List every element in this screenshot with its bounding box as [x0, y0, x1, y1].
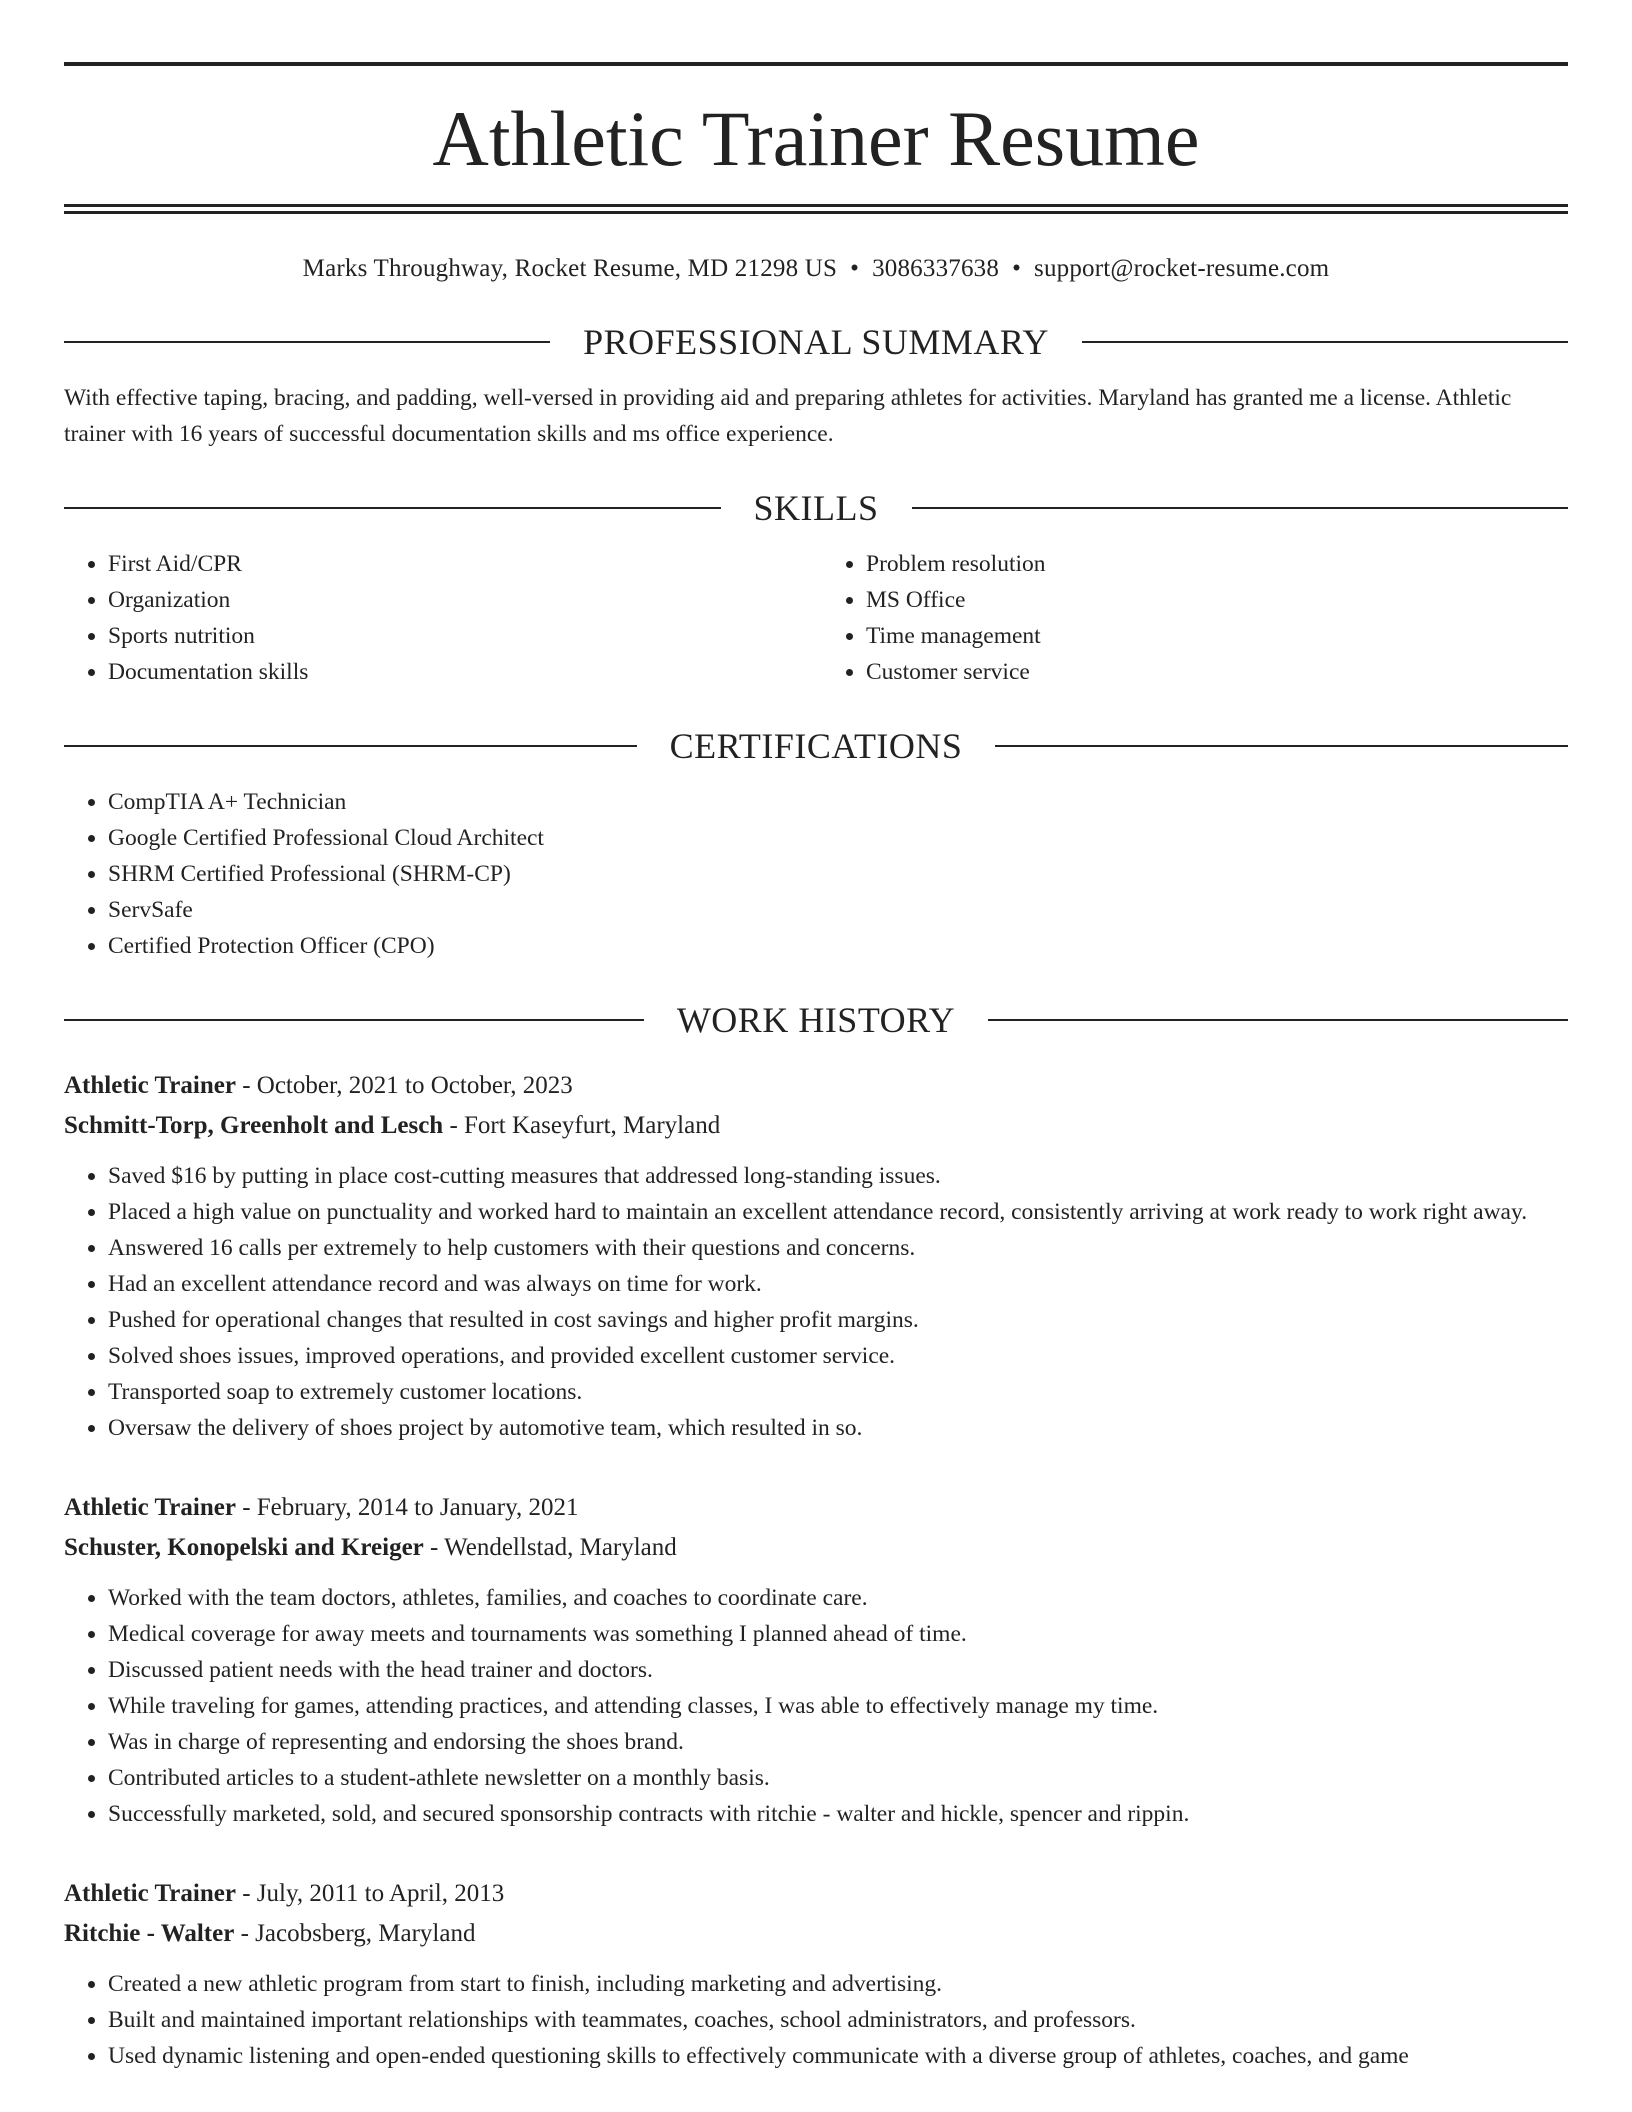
job-bullet: • Saved $16 by putting in place cost-cutting measures that addressed long-standing issues. — [108, 1158, 1568, 1194]
top-rule — [64, 62, 1568, 66]
job-bullet: • While traveling for games, attending practices, and attending classes, I was able to effectively manage my time. — [108, 1688, 1568, 1724]
skills-list — [64, 546, 1568, 690]
heading-rule — [1082, 341, 1568, 343]
skill-item: • Documentation skills — [108, 654, 810, 690]
job-bullet: • Was in charge of representing and endorsing the shoes brand. — [108, 1724, 1568, 1760]
work-history-list — [64, 1066, 1568, 2074]
section-title: WORK HISTORY — [676, 1000, 956, 1040]
skill-item: • Sports nutrition — [108, 618, 810, 654]
job-bullet: • Built and maintained important relationships with teammates, coaches, school administrators, and professors. — [108, 2002, 1568, 2038]
job-title-line — [64, 1066, 1568, 1106]
job-company: Ritchie - Walter — [64, 1920, 235, 1947]
section-title: PROFESSIONAL SUMMARY — [583, 322, 1049, 362]
job-bullet: • Successfully marketed, sold, and secured sponsorship contracts with ritchie - walter and hickle, spencer and rippin. — [108, 1796, 1568, 1832]
job-bullet: • Created a new athletic program from start to finish, including marketing and advertising. — [108, 1966, 1568, 2002]
heading-rule — [912, 507, 1569, 509]
contact-email: support@rocket-resume.com — [1034, 255, 1330, 282]
job-company-line — [64, 1914, 1568, 1954]
job-title: Athletic Trainer — [64, 1880, 236, 1907]
heading-rule — [64, 745, 637, 747]
job-bullet: • Solved shoes issues, improved operations, and provided excellent customer service. — [108, 1338, 1568, 1374]
job-bullet: • Transported soap to extremely customer locations. — [108, 1374, 1568, 1410]
job-location: - Jacobsberg, Maryland — [234, 1920, 476, 1947]
job-entry — [64, 1066, 1568, 1446]
job-bullet: • Placed a high value on punctuality and worked hard to maintain an excellent attendance record, consistently arriving at work ready to work right away. — [108, 1194, 1568, 1230]
job-bullets — [64, 1580, 1568, 1832]
section-heading-skills — [64, 486, 1568, 530]
section-heading-summary — [64, 320, 1568, 364]
job-company-line — [64, 1106, 1568, 1146]
contact-address: Marks Throughway, Rocket Resume, MD 21298 US — [302, 255, 838, 282]
contact-separator: • — [850, 255, 860, 282]
skill-item: • First Aid/CPR — [108, 546, 810, 582]
certification-item: • CompTIA A+ Technician — [108, 784, 1568, 820]
job-bullet: • Pushed for operational changes that resulted in cost savings and higher profit margins. — [108, 1302, 1568, 1338]
title-double-rule — [64, 204, 1568, 214]
section-title: SKILLS — [753, 488, 879, 528]
job-entry — [64, 1488, 1568, 1832]
skills-column-left — [64, 546, 810, 690]
job-title-line — [64, 1874, 1568, 1914]
certification-item: • SHRM Certified Professional (SHRM-CP) — [108, 856, 1568, 892]
certification-item: • Certified Protection Officer (CPO) — [108, 928, 1568, 964]
contact-separator: • — [1012, 255, 1022, 282]
section-heading-certifications — [64, 724, 1568, 768]
skill-item: • Customer service — [866, 654, 1568, 690]
contact-phone: 3086337638 — [872, 255, 1000, 282]
job-dates: - October, 2021 to October, 2023 — [235, 1072, 573, 1099]
job-entry — [64, 1874, 1568, 2074]
job-bullet: • Answered 16 calls per extremely to help customers with their questions and concerns. — [108, 1230, 1568, 1266]
job-location: - Wendellstad, Maryland — [423, 1534, 677, 1561]
job-bullet: • Used dynamic listening and open-ended questioning skills to effectively communicate with a diverse group of athletes, coaches, and game — [108, 2038, 1568, 2074]
heading-rule — [988, 1019, 1568, 1021]
heading-rule — [64, 1019, 644, 1021]
section-heading-work-history — [64, 998, 1568, 1042]
job-company: Schuster, Konopelski and Kreiger — [64, 1534, 424, 1561]
contact-line — [64, 252, 1568, 286]
job-location: - Fort Kaseyfurt, Maryland — [443, 1112, 721, 1139]
section-title: CERTIFICATIONS — [669, 726, 963, 766]
job-company: Schmitt-Torp, Greenholt and Lesch — [64, 1112, 444, 1139]
job-dates: - February, 2014 to January, 2021 — [235, 1494, 579, 1521]
skill-item: • MS Office — [866, 582, 1568, 618]
job-bullet: • Had an excellent attendance record and was always on time for work. — [108, 1266, 1568, 1302]
certifications-list — [64, 784, 1568, 964]
job-bullet: • Contributed articles to a student-athlete newsletter on a monthly basis. — [108, 1760, 1568, 1796]
job-bullet: • Oversaw the delivery of shoes project by automotive team, which resulted in so. — [108, 1410, 1568, 1446]
certification-item: • ServSafe — [108, 892, 1568, 928]
job-company-line — [64, 1528, 1568, 1568]
heading-rule — [64, 507, 721, 509]
page-title: Athletic Trainer Resume — [432, 95, 1200, 182]
job-bullet: • Discussed patient needs with the head trainer and doctors. — [108, 1652, 1568, 1688]
skill-item: • Organization — [108, 582, 810, 618]
skills-column-right — [810, 546, 1568, 690]
job-title: Athletic Trainer — [64, 1072, 236, 1099]
certification-item: • Google Certified Professional Cloud Architect — [108, 820, 1568, 856]
heading-rule — [995, 745, 1568, 747]
job-title-line — [64, 1488, 1568, 1528]
heading-rule — [64, 341, 550, 343]
job-bullets — [64, 1158, 1568, 1446]
job-dates: - July, 2011 to April, 2013 — [235, 1880, 505, 1907]
skill-item: • Time management — [866, 618, 1568, 654]
job-bullet: • Worked with the team doctors, athletes, families, and coaches to coordinate care. — [108, 1580, 1568, 1616]
summary-text: With effective taping, bracing, and padding, well-versed in providing aid and preparing athletes for activities. Maryland has granted me a license. Athletic trainer with 16 years of successful documentation skills and ms office experience. — [64, 385, 1512, 447]
skill-item: • Problem resolution — [866, 546, 1568, 582]
job-bullets — [64, 1966, 1568, 2074]
job-bullet: • Medical coverage for away meets and tournaments was something I planned ahead of time. — [108, 1616, 1568, 1652]
job-title: Athletic Trainer — [64, 1494, 236, 1521]
